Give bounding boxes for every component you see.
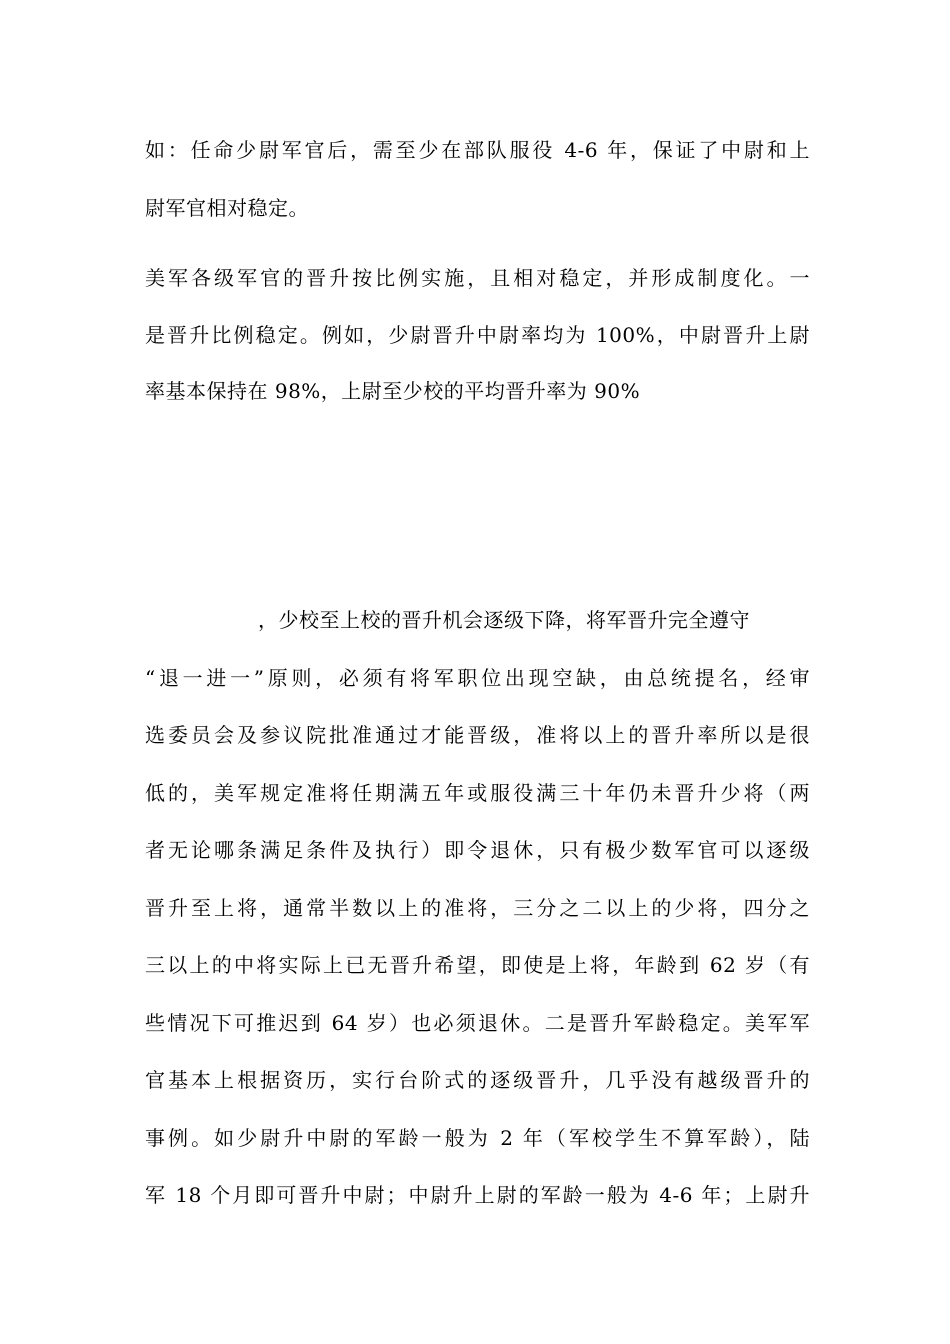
paragraph-3-line-11: 军 18 个月即可晋升中尉；中尉升上尉的军龄一般为 4-6 年；上尉升 bbox=[145, 1183, 810, 1207]
paragraph-3-line-2: “退一进一”原则，必须有将军职位出现空缺，由总统提名，经审 bbox=[145, 666, 810, 690]
paragraph-3-line-6: 晋升至上将，通常半数以上的准将，三分之二以上的少将，四分之 bbox=[145, 896, 810, 920]
paragraph-3-line-5: 者无论哪条满足条件及执行）即令退休，只有极少数军官可以逐级 bbox=[145, 838, 810, 862]
paragraph-2-line-1: 美军各级军官的晋升按比例实施，且相对稳定，并形成制度化。一 bbox=[145, 266, 810, 290]
paragraph-3-line-3: 选委员会及参议院批准通过才能晋级，准将以上的晋升率所以是很 bbox=[145, 723, 810, 747]
paragraph-3-line-1: ，少校至上校的晋升机会逐级下降，将军晋升完全遵守 bbox=[258, 608, 750, 632]
paragraph-3-line-4: 低的，美军规定准将任期满五年或服役满三十年仍未晋升少将（两 bbox=[145, 781, 810, 805]
paragraph-1-line-2: 尉军官相对稳定。 bbox=[145, 196, 309, 220]
paragraph-2-line-2: 是晋升比例稳定。例如，少尉晋升中尉率均为 100%，中尉晋升上尉 bbox=[145, 323, 810, 347]
paragraph-3-line-9: 官基本上根据资历，实行台阶式的逐级晋升，几乎没有越级晋升的 bbox=[145, 1068, 810, 1092]
paragraph-3-line-8: 些情况下可推迟到 64 岁）也必须退休。二是晋升军龄稳定。美军军 bbox=[145, 1011, 810, 1035]
paragraph-2-line-3: 率基本保持在 98%，上尉至少校的平均晋升率为 90% bbox=[145, 379, 641, 403]
paragraph-1-line-1: 如：任命少尉军官后，需至少在部队服役 4-6 年，保证了中尉和上 bbox=[145, 138, 810, 162]
paragraph-3-line-7: 三以上的中将实际上已无晋升希望，即使是上将，年龄到 62 岁（有 bbox=[145, 953, 810, 977]
paragraph-3-line-10: 事例。如少尉升中尉的军龄一般为 2 年（军校学生不算军龄），陆 bbox=[145, 1126, 810, 1150]
